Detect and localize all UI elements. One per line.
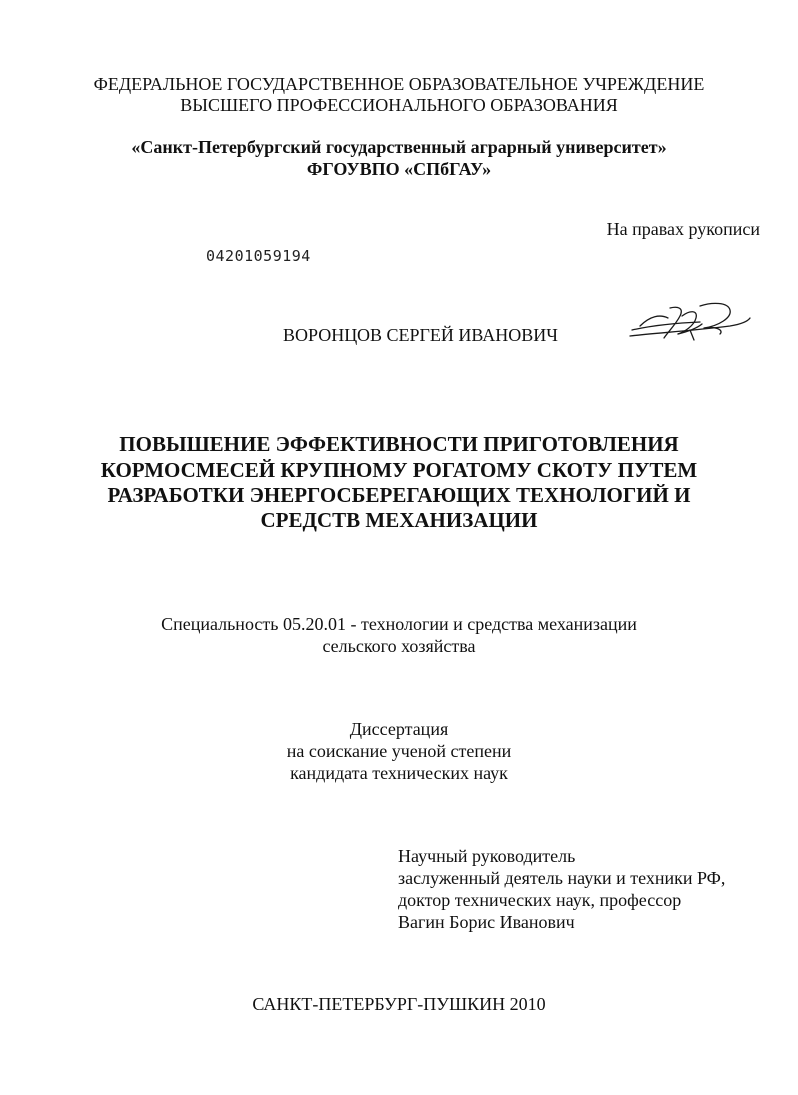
author-name: ВОРОНЦОВ СЕРГЕЙ ИВАНОВИЧ xyxy=(283,325,558,345)
dissertation-title-line-3: РАЗРАБОТКИ ЭНЕРГОСБЕРЕГАЮЩИХ ТЕХНОЛОГИЙ И xyxy=(107,483,691,507)
institution-line-1: ФЕДЕРАЛЬНОЕ ГОСУДАРСТВЕННОЕ ОБРАЗОВАТЕЛЬНОЕ УЧРЕЖДЕНИЕ xyxy=(93,74,705,94)
manuscript-note: На правах рукописи xyxy=(606,219,760,239)
supervisor-label: Научный руководитель xyxy=(398,846,576,866)
supervisor-degree: доктор технических наук, профессор xyxy=(398,890,682,910)
university-name: «Санкт-Петербургский государственный аграрный университет» xyxy=(131,137,667,157)
degree-line-2: кандидата технических наук xyxy=(290,763,508,783)
dissertation-title-line-4: СРЕДСТВ МЕХАНИЗАЦИИ xyxy=(260,508,538,532)
city-year: САНКТ-ПЕТЕРБУРГ-ПУШКИН 2010 xyxy=(252,994,546,1014)
dissertation-title-line-2: КОРМОСМЕСЕЙ КРУПНОМУ РОГАТОМУ СКОТУ ПУТЕМ xyxy=(100,458,698,482)
document-type: Диссертация xyxy=(349,719,449,739)
institution-line-2: ВЫСШЕГО ПРОФЕССИОНАЛЬНОГО ОБРАЗОВАНИЯ xyxy=(180,95,618,115)
dissertation-title-line-1: ПОВЫШЕНИЕ ЭФФЕКТИВНОСТИ ПРИГОТОВЛЕНИЯ xyxy=(119,432,679,456)
specialty-line-2: сельского хозяйства xyxy=(322,636,476,656)
supervisor-name: Вагин Борис Иванович xyxy=(398,912,575,932)
university-abbreviation: ФГОУВПО «СПбГАУ» xyxy=(306,159,492,179)
catalog-number: 04201059194 xyxy=(206,247,311,265)
author-signature xyxy=(620,296,755,346)
supervisor-honor: заслуженный деятель науки и техники РФ, xyxy=(398,868,726,888)
specialty-line-1: Специальность 05.20.01 - технологии и средства механизации xyxy=(161,614,637,634)
degree-line-1: на соискание ученой степени xyxy=(286,741,512,761)
